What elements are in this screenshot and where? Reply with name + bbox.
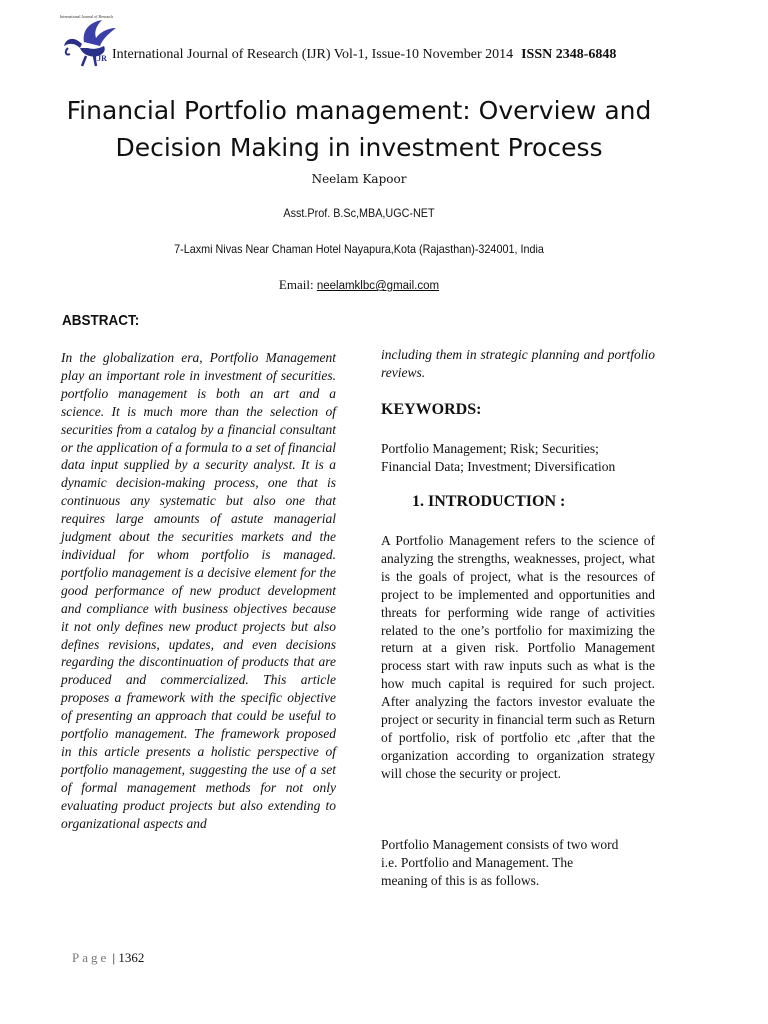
- title-line-2: Decision Making in investment Process: [115, 133, 603, 162]
- author-address: 7-Laxmi Nivas Near Chaman Hotel Nayapura,Kota (Rajasthan)-324001, India: [174, 242, 544, 256]
- page-number: | 1362: [112, 950, 145, 965]
- paper-title: [0, 92, 718, 166]
- introduction-heading: 1. INTRODUCTION :: [412, 493, 566, 510]
- abstract-heading: ABSTRACT:: [62, 312, 140, 329]
- keywords-line-2: Financial Data; Investment; Diversification: [381, 459, 616, 474]
- author-name: Neelam Kapoor: [311, 172, 407, 186]
- introduction-paragraph-1: A Portfolio Management refers to the science of analyzing the strengths, weaknesses, project, what is the goals of project, what is the resources of project to be implemented and opportunities and threats for performing wide range of activities related to the one’s portfolio for maximizing the return at a given risk. Portfolio Management process start with raw inputs such as what is the how much capital is required for such project. After analyzing the factors investor evaluate the project or security in financial term such as Return of portfolio, risk of portfolio etc ,after that the organization according to organization strategy will chose the security or project.: [381, 533, 655, 781]
- author-designation: Asst.Prof. B.Sc,MBA,UGC-NET: [283, 206, 435, 220]
- journal-info: [112, 47, 616, 63]
- intro-p2-line-2: i.e. Portfolio and Management. The: [381, 854, 574, 870]
- email-link[interactable]: neelamklbc@gmail.com: [316, 280, 440, 292]
- keywords-list: [381, 440, 671, 476]
- issn: ISSN 2348-6848: [521, 47, 617, 62]
- abstract-text: In the globalization era, Portfolio Management play an important role in investment of securities. portfolio management is both an art and a science. It is much more than the selection of securities from a catalog by a financial consultant or the application of a formula to a set of financial data input supplied by a security analyst. It is a dynamic decision-making process, one that is continuous any systematic but also one that requires large amounts of astute managerial judgment about the securities markets and the individual for whom portfolio is managed. portfolio management is a decisive element for the good performance of new product development and compliance with business objectives because it not only defines new product projects but also defines revisions, updates, and even decisions regarding the discontinuation of products that are produced and commercialized. This article proposes a framework with the specific objective of presenting an approach that could be useful to portfolio management. The framework proposed in this article presents a holistic perspective of portfolio management, suggesting the use of a set of formal management methods for not only evaluating product projects but also extending to organizational aspects and: [61, 350, 336, 831]
- email-label: Email:: [278, 277, 314, 292]
- intro-p2-line-3: meaning of this is as follows.: [381, 872, 540, 888]
- journal-name-volume: International Journal of Research (IJR) Vol-1, Issue-10 November 2014: [112, 47, 514, 62]
- page-label: Page: [72, 950, 110, 965]
- intro-p2-line-1: Portfolio Management consists of two word: [381, 837, 619, 852]
- page-footer: [72, 950, 144, 966]
- title-line-1: Financial Portfolio management: Overview and: [66, 96, 652, 125]
- logo-tagline: International Journal of Research: [60, 14, 114, 19]
- abstract-continuation: including them in strategic planning and portfolio reviews.: [381, 347, 655, 380]
- keywords-heading: KEYWORDS:: [381, 401, 482, 418]
- author-email: [0, 277, 718, 293]
- logo-text: IJR: [94, 54, 107, 63]
- journal-logo: [60, 14, 124, 74]
- journal-header: [60, 14, 710, 74]
- pegasus-logo-icon: [60, 14, 124, 74]
- introduction-paragraph-2: [381, 836, 655, 890]
- keywords-line-1: Portfolio Management; Risk; Securities;: [381, 441, 599, 456]
